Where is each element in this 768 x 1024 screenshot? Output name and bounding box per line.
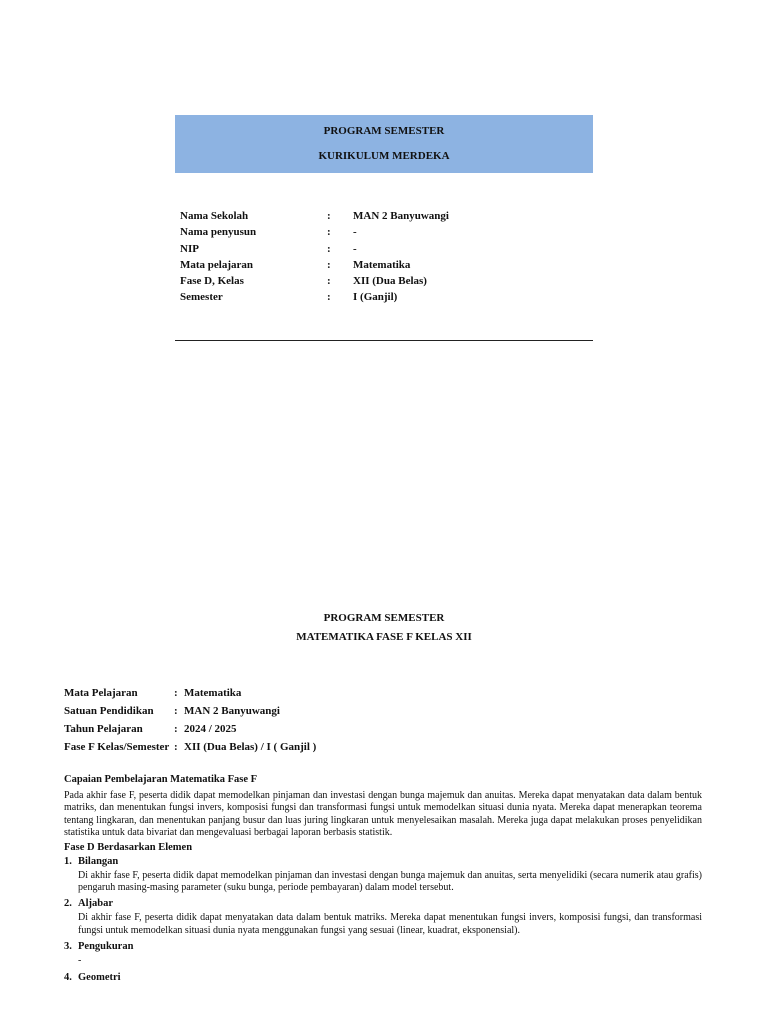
identity-label: Nama penyusun [180,226,257,239]
element-heading [64,856,702,867]
element-title: Pengukuran [78,941,134,953]
identity-row [180,257,580,273]
identity-value: XII (Dua Belas) [353,275,427,288]
element-number: 3. [64,941,72,953]
meta-value: MAN 2 Banyuwangi [184,705,280,717]
meta-colon: : [174,723,178,735]
horizontal-divider [175,340,593,341]
header-title: PROGRAM SEMESTER [323,125,445,137]
identity-value: - [353,226,357,239]
meta-label: Fase F Kelas/Semester [64,741,170,753]
meta-table [64,684,564,756]
identity-value: - [353,242,357,255]
identity-colon: : [327,210,331,222]
identity-row [180,241,580,257]
identity-value: MAN 2 Banyuwangi [353,210,449,222]
meta-label: Tahun Pelajaran [64,723,143,735]
identity-colon: : [327,275,331,288]
second-page-subtitle: MATEMATIKA FASE F KELAS XII [296,631,472,643]
identity-value: I (Ganjil) [353,291,398,304]
identity-label: Semester [180,291,223,304]
meta-row [64,702,564,720]
meta-row [64,720,564,738]
meta-colon: : [174,687,178,699]
meta-row [64,684,564,702]
meta-value: 2024 / 2025 [184,723,237,735]
cp-paragraph: Pada akhir fase F, peserta didik dapat memodelkan pinjaman dan investasi dengan bunga majemuk dan anuitas. Mereka dapat menyatakan data dalam bentuk matriks, dan menentukan fungsi invers, komposisi fungsi dan transformasi fungsi untuk memodelkan situasi dunia nyata. Mereka dapat menerapkan teorema tentang lingkaran, dan menentukan panjang busur dan luas juring lingkaran untuk menyelesaikan masalah. Mereka juga dapat melakukan proses penyelidikan statistika untuk data bivariat dan mengevaluasi berbagai laporan berbasis statistik. [64,790,702,839]
meta-label: Satuan Pendidikan [64,705,154,717]
meta-value: Matematika [184,687,242,699]
element-heading [64,898,702,909]
identity-row [180,289,580,305]
learning-outcomes-section [64,774,702,983]
element-heading [64,941,702,952]
header-banner [175,115,593,173]
element-body: Di akhir fase F, peserta didik dapat memodelkan pinjaman dan investasi dengan bunga majemuk dan anuitas, serta menyelidiki (secara numerik atau grafis) pengaruh masing-masing parameter (suku bunga, periode pembayaran) dalam model tersebut. [78,869,702,894]
identity-label: NIP [180,242,199,255]
identity-colon: : [327,258,331,271]
meta-row [64,738,564,756]
header-subtitle: KURIKULUM MERDEKA [318,150,450,162]
second-page-title: PROGRAM SEMESTER [323,612,445,624]
meta-value: XII (Dua Belas) / I ( Ganjil ) [184,741,317,753]
element-title: Aljabar [78,898,113,910]
element-heading [64,972,702,983]
element-title: Bilangan [78,855,119,867]
identity-label: Mata pelajaran [180,258,254,271]
identity-table [180,208,580,306]
element-number: 2. [64,898,72,910]
meta-colon: : [174,741,178,753]
element-title: Geometri [78,971,121,983]
element-number: 1. [64,855,72,867]
element-body: - [78,955,82,967]
meta-colon: : [174,705,178,717]
identity-value: Matematika [353,258,411,271]
identity-label: Fase D, Kelas [180,275,244,288]
meta-label: Mata Pelajaran [64,687,138,699]
identity-colon: : [327,226,331,239]
element-body: Di akhir fase F, peserta didik dapat menyatakan data dalam bentuk matriks. Mereka dapat menentukan fungsi invers, komposisi fungsi, dan transformasi fungsi untuk memodelkan situasi dunia nyata menggunakan fungsi yang sesuai (linear, kuadrat, eksponensial). [78,912,702,936]
identity-colon: : [327,291,331,304]
identity-row [180,208,580,224]
identity-label: Nama Sekolah [180,210,249,222]
element-number: 4. [64,971,72,983]
cp-heading: Capaian Pembelajaran Matematika Fase F [64,774,258,785]
identity-row [180,273,580,289]
identity-colon: : [327,242,331,255]
identity-row [180,224,580,240]
elements-heading: Fase D Berdasarkan Elemen [64,841,193,853]
